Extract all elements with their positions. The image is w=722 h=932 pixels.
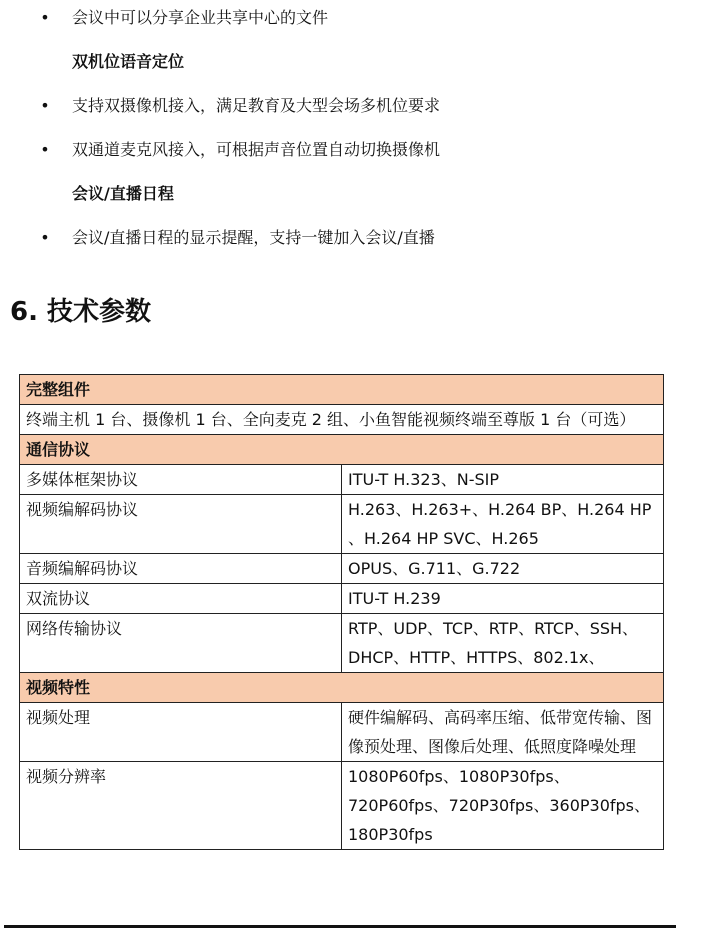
- bullet-icon: •: [40, 228, 50, 247]
- table-row: [20, 584, 664, 614]
- subhead-dual-camera: 双机位语音定位: [72, 52, 185, 71]
- feature-text: 双通道麦克风接入，可根据声音位置自动切换摄像机: [72, 140, 441, 159]
- category-row: [20, 673, 664, 703]
- category-video: 视频特性: [20, 673, 664, 703]
- bullet-icon: •: [40, 140, 50, 159]
- footer-divider: [4, 925, 676, 928]
- feature-text: 支持双摄像机接入，满足教育及大型会场多机位要求: [72, 96, 441, 115]
- table-row: [20, 762, 664, 850]
- spec-label: 视频分辨率: [20, 762, 342, 850]
- spec-label: 多媒体框架协议: [20, 465, 342, 495]
- spec-value: 硬件编解码、高码率压缩、低带宽传输、图像预处理、图像后处理、低照度降噪处理: [342, 703, 664, 762]
- table-row: [20, 703, 664, 762]
- spec-value: OPUS、G.711、G.722: [342, 554, 664, 584]
- spec-value: 1080P60fps、1080P30fps、720P60fps、720P30fps、360P30fps、180P30fps: [342, 762, 664, 850]
- spec-value: ITU-T H.239: [342, 584, 664, 614]
- components-value: 终端主机 1 台、摄像机 1 台、全向麦克 2 组、小鱼智能视频终端至尊版 1 台（可选）: [20, 405, 664, 435]
- table-row: [20, 405, 664, 435]
- category-row: [20, 375, 664, 405]
- table-row: [20, 495, 664, 554]
- feature-text: 会议/直播日程的显示提醒，支持一键加入会议/直播: [72, 228, 435, 247]
- spec-label: 双流协议: [20, 584, 342, 614]
- subhead-schedule: 会议/直播日程: [72, 184, 174, 203]
- spec-value: ITU-T H.323、N-SIP: [342, 465, 664, 495]
- spec-label: 音频编解码协议: [20, 554, 342, 584]
- bullet-icon: •: [40, 8, 50, 27]
- bullet-icon: •: [40, 96, 50, 115]
- feature-text: 会议中可以分享企业共享中心的文件: [72, 8, 329, 27]
- table-row: [20, 554, 664, 584]
- category-row: [20, 435, 664, 465]
- spec-value: H.263、H.263+、H.264 BP、H.264 HP 、H.264 HP SVC、H.265: [342, 495, 664, 554]
- category-complete-components: 完整组件: [20, 375, 664, 405]
- spec-label: 视频编解码协议: [20, 495, 342, 554]
- spec-label: 视频处理: [20, 703, 342, 762]
- spec-label: 网络传输协议: [20, 614, 342, 673]
- section-title: 6. 技术参数: [10, 297, 152, 327]
- spec-table: [19, 374, 664, 850]
- category-protocols: 通信协议: [20, 435, 664, 465]
- table-row: [20, 614, 664, 673]
- table-row: [20, 465, 664, 495]
- spec-value: RTP、UDP、TCP、RTP、RTCP、SSH、DHCP、HTTP、HTTPS、802.1x、: [342, 614, 664, 673]
